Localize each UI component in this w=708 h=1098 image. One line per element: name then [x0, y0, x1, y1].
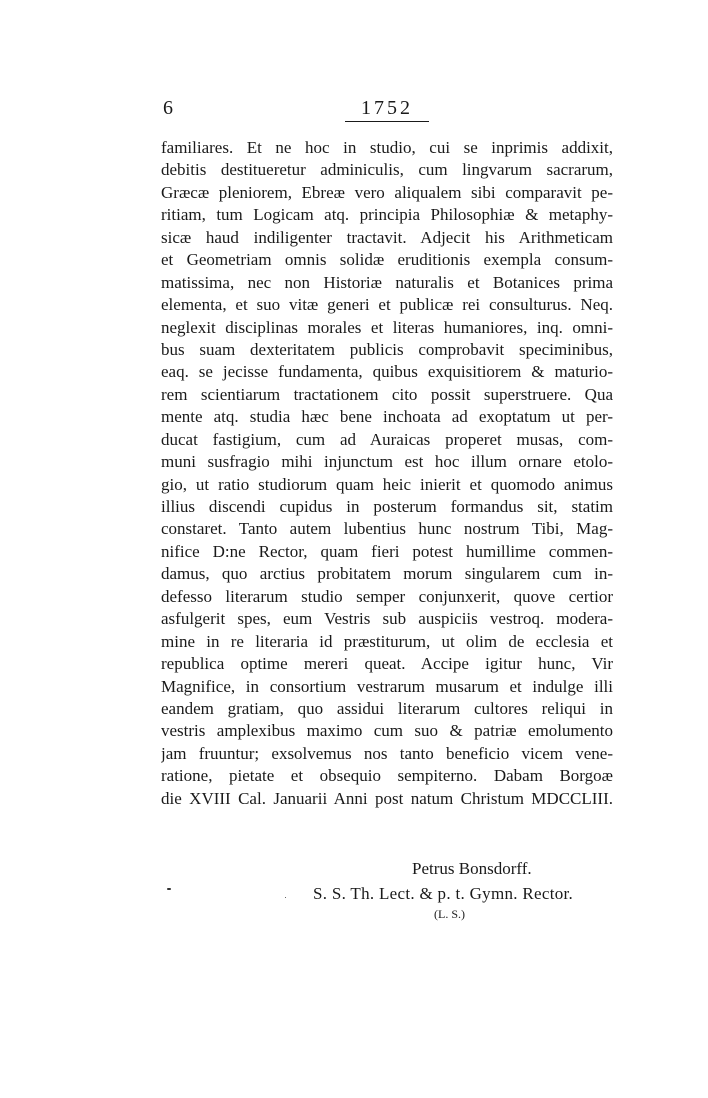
text-line: familiares. Et ne hoc in studio, cui se inprimis addixit, [161, 138, 613, 157]
text-line: et Geometriam omnis solidæ eruditionis exempla consum- [161, 250, 613, 270]
text-line: neglexit disciplinas morales et literas humaniores, inq. omni- [161, 317, 613, 337]
text-line: gio, ut ratio studiorum quam heic inierit et quomodo animus [161, 474, 613, 494]
page-number: 6 [163, 97, 173, 119]
text-line: sicæ haud indiligenter tractavit. Adjecit his Arithmeticam [161, 227, 613, 247]
text-line: muni susfragio mihi injunctum est hoc illum ornare etolo- [161, 452, 613, 472]
text-line: elementa, et suo vitæ generi et publicæ rei consulturus. Neq. [161, 295, 613, 315]
text-line: debitis destitueretur adminiculis, cum lingvarum sacrarum, [161, 160, 613, 180]
signature-name: Petrus Bonsdorff. [412, 859, 532, 878]
text-line: ducat fastigium, cum ad Auraicas properet musas, com- [161, 429, 613, 449]
text-line: ritiam, tum Logicam atq. principia Philosophiæ & metaphy- [161, 205, 613, 225]
text-line: mente atq. studia hæc bene inchoata ad exoptatum ut per- [161, 407, 613, 427]
text-line: eandem gratiam, quo assidui literarum cultores reliqui in [161, 698, 613, 718]
text-line: bus suam dexteritatem publicis comprobavit speciminibus, [161, 339, 613, 359]
text-line: die XVIII Cal. Januarii Anni post natum Christum MDCCLIII. [161, 788, 613, 808]
text-line: ratione, pietate et obsequio sempiterno. Dabam Borgoæ [161, 766, 613, 786]
text-line: damus, quo arctius probitatem morum singularem cum in- [161, 564, 613, 584]
text-line: defesso literarum studio semper conjunxerit, quove certior [161, 586, 613, 606]
text-line: mine in re literaria id præstiturum, ut olim de ecclesia et [161, 631, 613, 651]
text-line: matissima, nec non Historiæ naturalis et Botanices prima [161, 272, 613, 292]
text-line: constaret. Tanto autem lubentius hunc nostrum Tibi, Mag- [161, 519, 613, 539]
text-line: rem scientiarum tractationem cito possit superstruere. Qua [161, 384, 613, 404]
body-text [161, 137, 613, 810]
text-line: republica optime mereri queat. Accipe igitur hunc, Vir [161, 654, 613, 674]
text-line: asfulgerit spes, eum Vestris sub auspiciis vestroq. modera- [161, 609, 613, 629]
print-speck [285, 897, 286, 898]
text-line: illius discendi cupidus in posterum formandus sit, statim [161, 497, 613, 516]
text-line: Magnifice, in consortium vestrarum musarum et indulge illi [161, 676, 613, 696]
seal-mark: (L. S.) [434, 907, 465, 921]
text-line: nifice D:ne Rector, quam fieri potest humillime commen- [161, 541, 613, 561]
signature-title: S. S. Th. Lect. & p. t. Gymn. Rector. [313, 884, 574, 903]
text-line: vestris amplexibus maximo cum suo & patriæ emolumento [161, 721, 613, 741]
print-speck [167, 888, 171, 890]
text-line: Græcæ pleniorem, Ebreæ vero aliqualem sibi comparavit pe- [161, 182, 613, 202]
running-head-year: 1752 [345, 97, 429, 122]
text-line: eaq. se jecisse fundamenta, quibus exquisitiorem & maturio- [161, 362, 613, 382]
text-line: jam fruuntur; exsolvemus nos tanto beneficio vicem vene- [161, 743, 613, 763]
